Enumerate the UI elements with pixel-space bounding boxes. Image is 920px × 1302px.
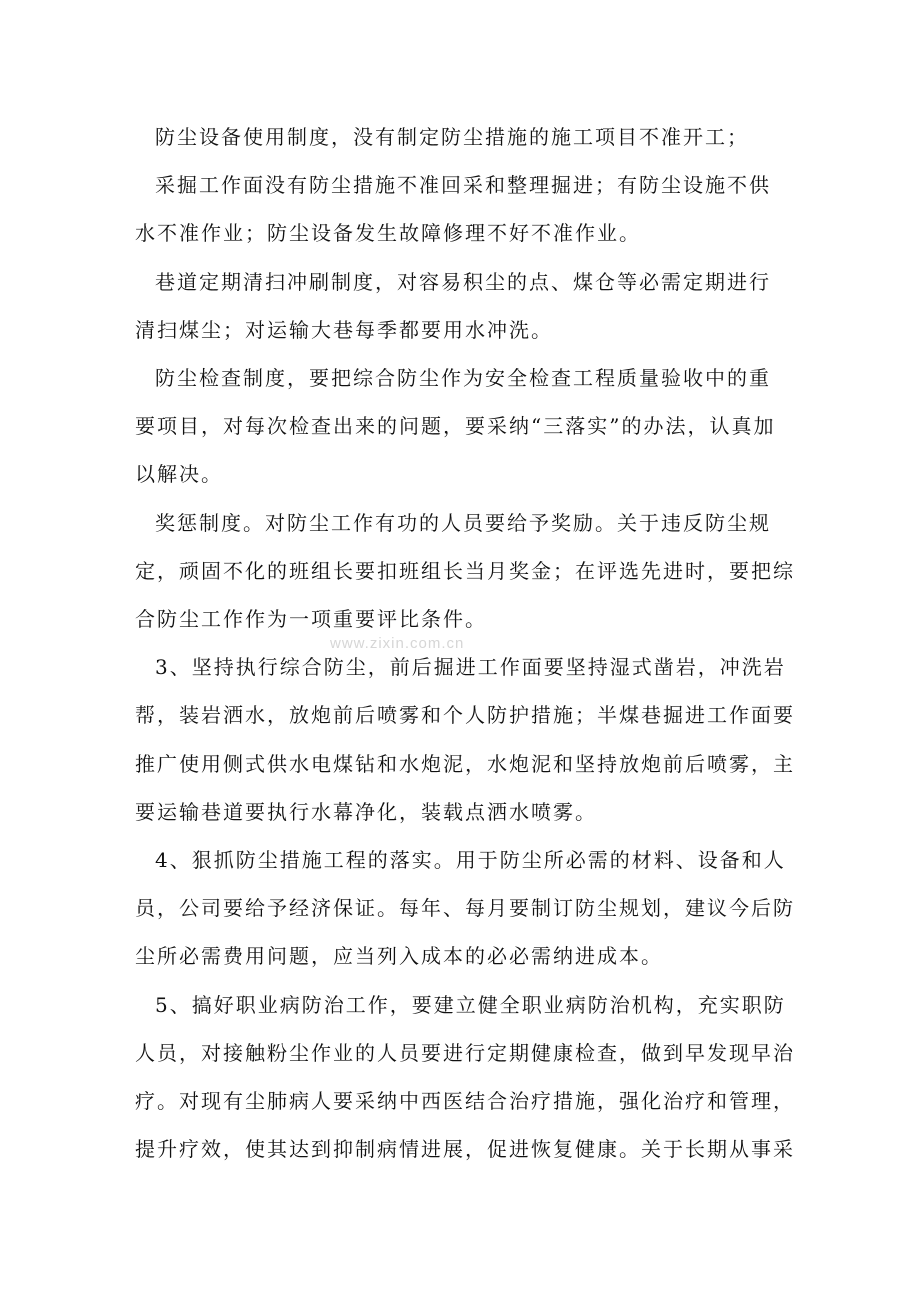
text-line: 防尘设备使用制度，没有制定防尘措施的施工项目不准开工； (155, 125, 749, 149)
text-line: 5、搞好职业病防治工作，要建立健全职业病防治机构，充实职防 (155, 992, 786, 1017)
text-line: 疗。对现有尘肺病人要采纳中西医结合治疗措施，强化治疗和管理， (135, 1089, 795, 1113)
text-line: 采掘工作面没有防尘措施不准回采和整理掘进；有防尘设施不供 (155, 173, 771, 198)
text-line: 定，顽固不化的班组长要扣班组长当月奖金；在评选先进时，要把综 (135, 558, 795, 583)
text-line: 以解决。 (135, 462, 223, 487)
text-line: 员，公司要给予经济保证。每年、每月要制订防尘规划，建议今后防 (135, 896, 795, 921)
text-line: 清扫煤尘；对运输大巷每季都要用水冲洗。 (135, 317, 553, 342)
text-line: 推广使用侧式供水电煤钻和水炮泥，水炮泥和坚持放炮前后喷雾，主 (135, 751, 795, 776)
watermark: www.zixin.com.cn (330, 635, 465, 652)
text-line: 3、坚持执行综合防尘，前后掘进工作面要坚持湿式凿岩，冲洗岩 (155, 655, 786, 680)
text-line: 人员，对接触粉尘作业的人员要进行定期健康检查，做到早发现早治 (135, 1040, 795, 1065)
text-line: 要项目，对每次检查出来的问题，要采纳“三落实”的办法，认真加 (135, 414, 776, 439)
text-line: 帮，装岩洒水，放炮前后喷雾和个人防护措施；半煤巷掘进工作面要 (135, 703, 795, 728)
text-line: 巷道定期清扫冲刷制度，对容易积尘的点、煤仓等必需定期进行 (155, 269, 771, 294)
text-line: 要运输巷道要执行水幕净化，装载点洒水喷雾。 (135, 799, 597, 824)
text-line: 防尘检查制度，要把综合防尘作为安全检查工程质量验收中的重 (155, 366, 771, 390)
text-line: 水不准作业；防尘设备发生故障修理不好不准作业。 (135, 221, 641, 246)
text-line: 合防尘工作作为一项重要评比条件。 (135, 607, 487, 631)
text-line: 奖惩制度。对防尘工作有功的人员要给予奖励。关于违反防尘规 (155, 510, 771, 535)
text-line: 4、狠抓防尘措施工程的落实。用于防尘所必需的材料、设备和人 (155, 848, 786, 872)
text-line: 提升疗效，使其达到抑制病情进展，促进恢复健康。关于长期从事采 (135, 1137, 795, 1162)
text-line: 尘所必需费用问题，应当列入成本的必必需纳进成本。 (135, 944, 663, 969)
